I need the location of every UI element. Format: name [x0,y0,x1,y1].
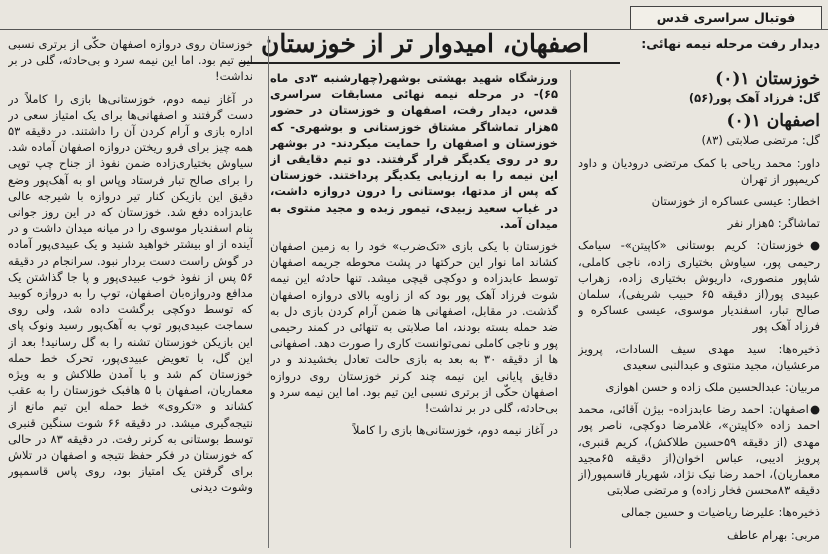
team-away-score: اصفهان ۱(۰) [726,111,820,132]
report-lead: ورزشگاه شهید بهشتی بوشهر(چهارشنبه ۳دی ماه ۶۵)- در مرحله نیمه نهائی مسابقات سراسری قدس، دیدار رفت، اصفهان و خوزستان در حضور ۵هزار تماشاگر مشتاق خوزستانی و بوشهری- که خوزستان و اصفهان را حمایت میکردند- در بوشهر رو در روی یکدیگر قرار گرفتند. دو تیم دقایقی از این نیمه را به ارزیابی یکدیگر پرداختند. خوزستان که پس از مدتها، بوستانی را درون دروازه داشت، در غیاب سعید زبیدی، تیمور زبده و مجید منتوی به میدان آمد. [270,71,558,231]
report-column [270,70,558,550]
continued-paragraph-1: خوزستان روی دروازه اصفهان حکّی از برتری نسبی این تیم بود. اما این نیمه سرد و بی‌حادثه، گلی در بر نداشت! [8,37,253,84]
lineup-home: ●خوزستان: کریم بوستانی «کاپیتن»- سیامک رحیمی پور، سیاوش بختیاری زاده، ناجی کاملی، شاپور منصوری، داریوش بختیاری زاده، زهراب عبیدی پور(از دقیقه ۶۵ حبیب شریفی)، سلمان صالح تبار، اسفندیار موسوی، عیسی عساکره و فرزاد آهک پور [578,238,820,334]
coaches-home: مربیان: عبدالحسین ملک زاده و حسن اهوازی [605,380,820,395]
subs-home: ذخیره‌ها: سید مهدی سیف السادات، پرویز مرعشیان، مجید منتوی و عبدالنبی سعیدی [578,341,820,372]
warnings-line: اخطار: عیسی عساکره از خوزستان [651,194,820,209]
goal-away: گل: مرتضی صلابتی (۸۳) [701,133,820,148]
continued-paragraph-2: در آغاز نیمه دوم، خوزستانی‌ها بازی را کاملاً در دست گرفتند و اصفهانی‌ها برای یک امتیاز سعی در اداره بازی و آرام کردن آن را داشتند. در دقیقه ۵۳ همه چیز برای فرو ریختن دروازه اصفهان آماده شد. سیاوش بختیاری‌زاده ضمن نفوذ از جناح چپ توپی را برای صالح تبار فرستاد وپاس او به آهک‌پور وضع دقیق این بازیکن کنار تیر دروازه با شیرجه عالی عابدزاده دفع شد. خوزستان که در این روز جوانی بنام اسفندیار موسوی را در میانه میدان داشت و در آینده از او بیشتر خواهید شنید و یک عبیدی‌پور آماده در گوش راست دست بردار نبود. سرانجام در دقیقه ۵۶ پس از نفوذ خوب عبیدی‌پور و پا جا گذاشتن یک مدافع ودروازه‌بان اصفهان، توپ را به دروازه کوبید که توسط دوکچی برگشت داده شد، ولی روی سماجت عبیدی‌پور توپ به آهک‌پور رسید ونوک پای این بازیکن خوزستان تشنه را به گل رسانید! بعد از این گل، با تعویض عبیدی‌پور، تحرک خط حمله خوزستان کم شد و با آمدن طلاکش و به ویژه معماریان، اصفهان با ۵ هافبک خوزستان را به عقب کشاند و «تکروی» خط حمله این تیم مانع از نتیجه‌گیری میشد. در دقیقه ۶۶ شوت سنگین قنبری توسط بوستانی به کرنر رفت. در دقیقه ۸۳ در حالی که خوزستان در فکر حفظ نتیجه و اصفهان در تلاش برای گرفتن یک امتیاز بود، روی پاس قاسمپور وشوت دیدنی [8,91,253,495]
report-paragraph-2: خوزستان با یکی بازی «تک‌ضرب» خود را به زمین اصفهان کشاند اما نوار این حرکتها در پشت محوطه جریمه اصفهان توسط عابدزاده و دوکچی قیچی میشد. تنها حادثه این نیمه شوت فرزاد آهک پور بود که از زاویه بالای دروازه اصفهان گذشت. در مقابل، اصفهانی ها ضمن آرام کردن بازی دل به ضد حمله بسته بودند، اما صلابتی به تنهائی در کمند رحیمی پور و ناجی کاملی نمی‌توانست کاری را صورت دهد. اصفهانی ها از دقیقه ۳۰ به بعد به بازی حالت تعادل بخشیدند و در دقایق پایانی این نیمه چند کرنر خوزستان روی دروازه اصفهان حکّی از برتری نسبی این تیم بود. اما این نیمه سرد و بی‌حادثه، گلی در بر نداشت! [270,239,558,416]
match-subheading: دیدار رفت مرحله نیمه نهائی: [641,36,820,51]
column-divider-right [570,70,571,548]
lineup-away: ●اصفهان: احمد رضا عابدزاده- بیژن آقائی، محمد احمد زاده «کاپیتن»، غلامرضا دوکچی، ناصر پور مهدی (از دقیقه ۵۹حسین طلاکش)، کریم قنبری، پرویز ادیبی، عباس اخوان(از دقیقه ۶۵مجید معماریان)، احمد رضا نیک نژاد، شهریار قاسمپور(از دقیقه ۸۳محسن فخار زاده) و مرتضی صلابتی [578,402,820,498]
goal-home: گل: فرزاد آهک پور(۵۶) [688,91,820,106]
report-paragraph-3: در آغاز نیمه دوم، خوزستانی‌ها بازی را کاملاً [352,423,558,438]
match-details-column [578,36,820,550]
report-continued-column [8,36,253,550]
subs-away: ذخیره‌ها: علیرضا ریاضیات و حسین جمالی [621,505,820,520]
spectators-line: تماشاگر: ۵هزار نفر [727,216,820,231]
referee-line: داور: محمد ریاحی با کمک مرتضی درودیان و داود کریمپور از تهران [578,155,820,186]
coach-away: مربی: بهرام عاطف [726,527,820,542]
section-kicker: فوتبال سراسری قدس [630,6,822,30]
column-divider-left [268,36,269,548]
team-home-score: خوزستان ۱(۰) [715,69,820,90]
headline-underline [240,62,620,64]
article-headline: اصفهان، امیدوار تر از خوزستان [261,29,589,58]
